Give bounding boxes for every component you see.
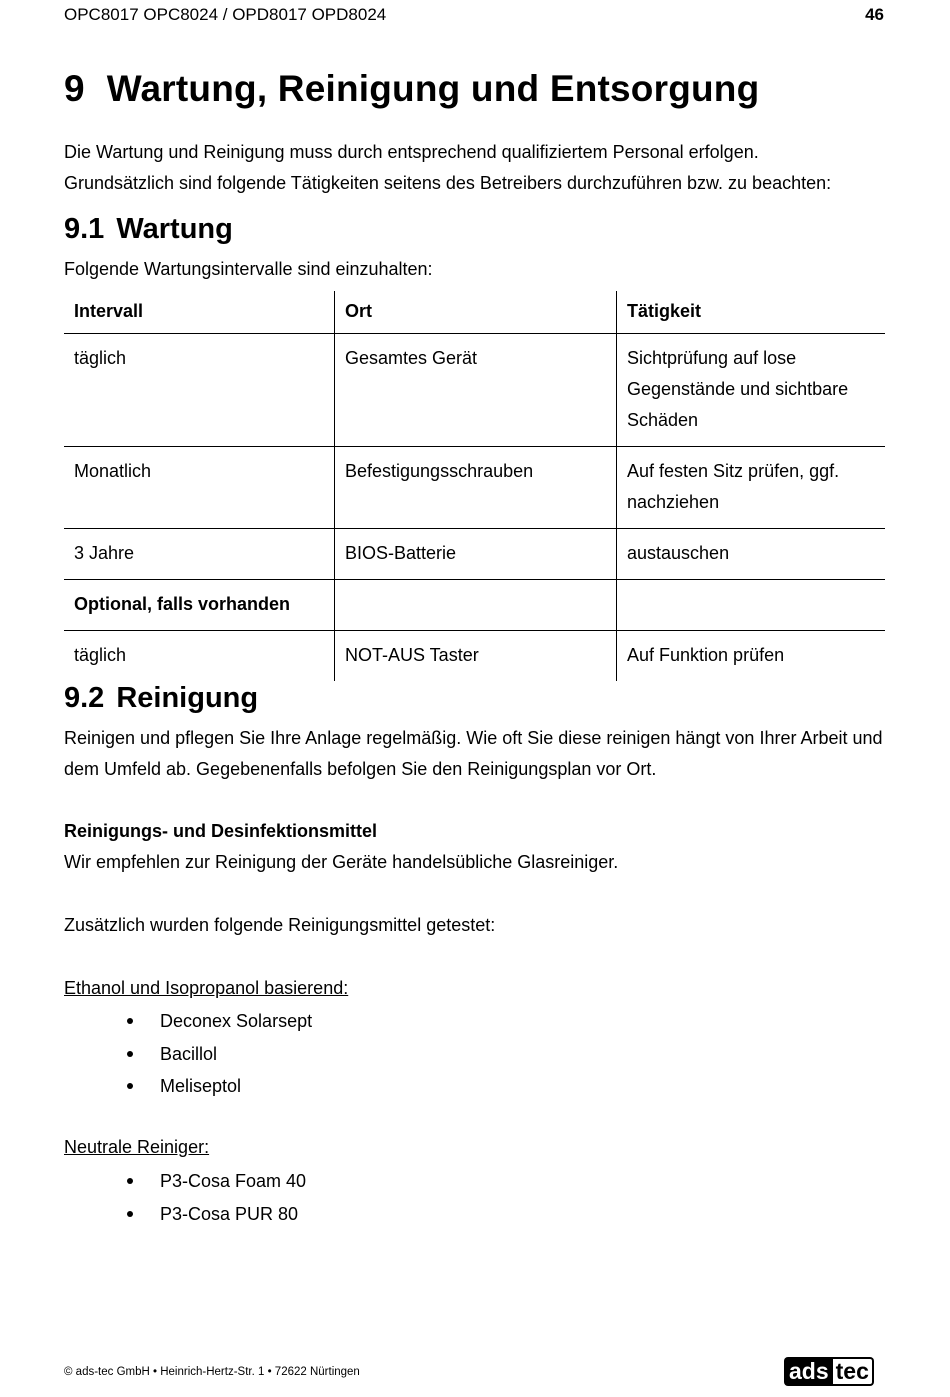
chapter-number: 9 xyxy=(64,68,85,109)
cleaning-agents-heading: Reinigungs- und Desinfektionsmittel xyxy=(64,821,378,841)
table-row xyxy=(64,447,885,529)
neutral-agents-list xyxy=(64,1165,306,1230)
table-row xyxy=(64,631,885,682)
cleaning-recommendation: Wir empfehlen zur Reinigung der Geräte handelsübliche Glasreiniger. xyxy=(64,852,619,872)
table-cell: täglich xyxy=(64,334,335,447)
table-cell: Gesamtes Gerät xyxy=(335,334,617,447)
table-row xyxy=(64,529,885,580)
table-cell-optional-label: Optional, falls vorhanden xyxy=(64,580,335,631)
list-item: P3-Cosa Foam 40 xyxy=(64,1165,306,1198)
table-cell: Sichtprüfung auf lose Gegenstände und sichtbare Schäden xyxy=(617,334,886,447)
neutral-group-title: Neutrale Reiniger: xyxy=(64,1137,210,1157)
column-header-activity: Tätigkeit xyxy=(617,291,886,334)
list-item: Meliseptol xyxy=(64,1070,312,1103)
ethanol-agents-list xyxy=(64,1005,312,1103)
section-title: Reinigung xyxy=(116,682,259,714)
chapter-heading xyxy=(64,68,759,110)
ethanol-group-title: Ethanol und Isopropanol basierend: xyxy=(64,978,349,998)
ads-tec-logo xyxy=(784,1357,884,1386)
table-cell: täglich xyxy=(74,645,127,665)
chapter-intro-2: Grundsätzlich sind folgende Tätigkeiten seitens des Betreibers durchzuführen bzw. zu beachten: xyxy=(64,173,832,193)
chapter-intro-1: Die Wartung und Reinigung muss durch entsprechend qualifiziertem Personal erfolgen. xyxy=(64,142,759,162)
list-item: Bacillol xyxy=(64,1038,312,1071)
footer-address: © ads-tec GmbH • Heinrich-Hertz-Str. 1 • 72622 Nürtingen xyxy=(64,1366,360,1378)
list-item: P3-Cosa PUR 80 xyxy=(64,1198,306,1231)
document-title: OPC8017 OPC8024 / OPD8017 OPD8024 xyxy=(64,5,387,24)
column-header-interval: Intervall xyxy=(64,291,335,334)
table-header-row xyxy=(64,291,885,334)
section-number: 9.1 xyxy=(64,213,105,245)
chapter-title: Wartung, Reinigung und Entsorgung xyxy=(106,68,760,109)
section-title: Wartung xyxy=(116,213,233,245)
table-cell xyxy=(335,580,617,631)
table-row xyxy=(64,334,885,447)
table-cell: 3 Jahre xyxy=(64,529,335,580)
logo-part-tec: tec xyxy=(833,1357,874,1386)
section-number: 9.2 xyxy=(64,682,105,714)
table-cell: austauschen xyxy=(617,529,886,580)
table-cell xyxy=(617,580,886,631)
column-header-location: Ort xyxy=(335,291,617,334)
table-cell: Monatlich xyxy=(64,447,335,529)
tested-agents-intro: Zusätzlich wurden folgende Reinigungsmittel getestet: xyxy=(64,915,496,935)
table-cell: Auf Funktion prüfen xyxy=(617,631,886,682)
logo-part-ads: ads xyxy=(784,1357,833,1386)
page-number: 46 xyxy=(865,5,884,24)
table-cell: Auf festen Sitz prüfen, ggf. nachziehen xyxy=(617,447,886,529)
maintenance-table xyxy=(64,291,885,681)
table-cell: Befestigungsschrauben xyxy=(335,447,617,529)
table-cell: NOT-AUS Taster xyxy=(335,631,617,682)
table-cell: BIOS-Batterie xyxy=(335,529,617,580)
cleaning-intro: Reinigen und pflegen Sie Ihre Anlage regelmäßig. Wie oft Sie diese reinigen hängt von Ihrer Arbeit und dem Umfeld ab. Gegebenenfalls befolgen Sie den Reinigungsplan vor Ort. xyxy=(64,728,883,779)
list-item: Deconex Solarsept xyxy=(64,1005,312,1038)
section-heading-reinigung xyxy=(64,682,258,715)
section-intro: Folgende Wartungsintervalle sind einzuhalten: xyxy=(64,259,433,279)
section-heading-wartung xyxy=(64,213,233,246)
table-row-optional xyxy=(64,580,885,631)
